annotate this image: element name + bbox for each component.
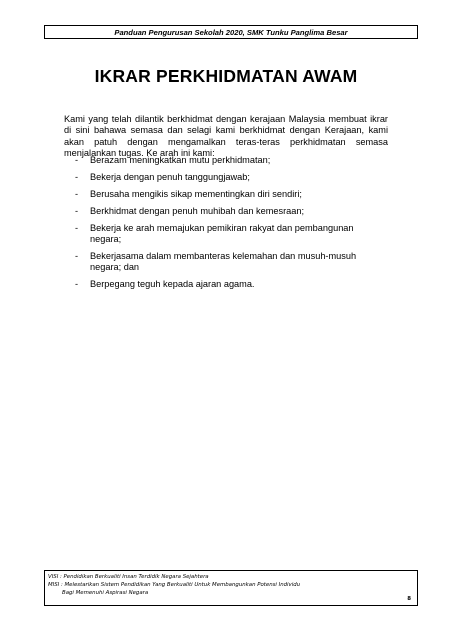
footer-visi: VISI : Pendidikan Berkualiti Insan Terdidik Negara Sejahtera — [48, 574, 209, 580]
list-item-text: Berpegang teguh kepada ajaran agama. — [90, 278, 255, 289]
document-header — [44, 25, 418, 39]
list-item — [64, 223, 364, 246]
list-bullet: - — [75, 250, 79, 261]
document-footer — [44, 570, 418, 606]
list-item — [64, 189, 364, 200]
list-item — [64, 206, 364, 217]
list-bullet: - — [75, 188, 79, 199]
list-bullet: - — [75, 222, 79, 233]
list-item — [64, 251, 364, 274]
list-item-text: Bekerjasama dalam membanteras kelemahan dan musuh-musuh negara; dan — [90, 250, 357, 273]
list-item — [64, 155, 364, 166]
footer-misi-continued: Bagi Memenuhi Aspirasi Negara — [62, 590, 149, 596]
header-text: Panduan Pengurusan Sekolah 2020, SMK Tunku Panglima Besar — [114, 27, 348, 37]
list-item-text: Berusaha mengikis sikap mementingkan diri sendiri; — [90, 188, 302, 199]
list-item — [64, 279, 364, 290]
list-item-text: Berazam meningkatkan mutu perkhidmatan; — [90, 155, 271, 165]
list-bullet: - — [75, 278, 79, 289]
list-bullet: - — [75, 171, 79, 182]
list-item-text: Berkhidmat dengan penuh muhibah dan kemesraan; — [90, 205, 305, 216]
list-bullet: - — [75, 155, 79, 165]
list-item — [64, 172, 364, 183]
footer-misi: MISI : Melestarikan Sistem Pendidikan Yang Berkualiti Untuk Membangunkan Potensi Individu — [48, 582, 301, 588]
list-item-text: Bekerja ke arah memajukan pemikiran rakyat dan pembangunan negara; — [90, 222, 354, 244]
list-bullet: - — [75, 205, 79, 216]
page-number: 8 — [407, 596, 411, 602]
intro-paragraph: Kami yang telah dilantik berkhidmat dengan kerajaan Malaysia membuat ikrar di sini bahawa semasa dan selagi kami berkhidmat dengan Kerajaan, kami akan patuh dengan mengamalkan teras-teras perkhidmatan semasa menjalankan tugas. Ke arah ini kami: — [64, 114, 388, 158]
list-item-text: Bekerja dengan penuh tanggungjawab; — [90, 171, 250, 182]
pledge-list — [64, 155, 364, 296]
page-title: IKRAR PERKHIDMATAN AWAM — [94, 66, 358, 86]
